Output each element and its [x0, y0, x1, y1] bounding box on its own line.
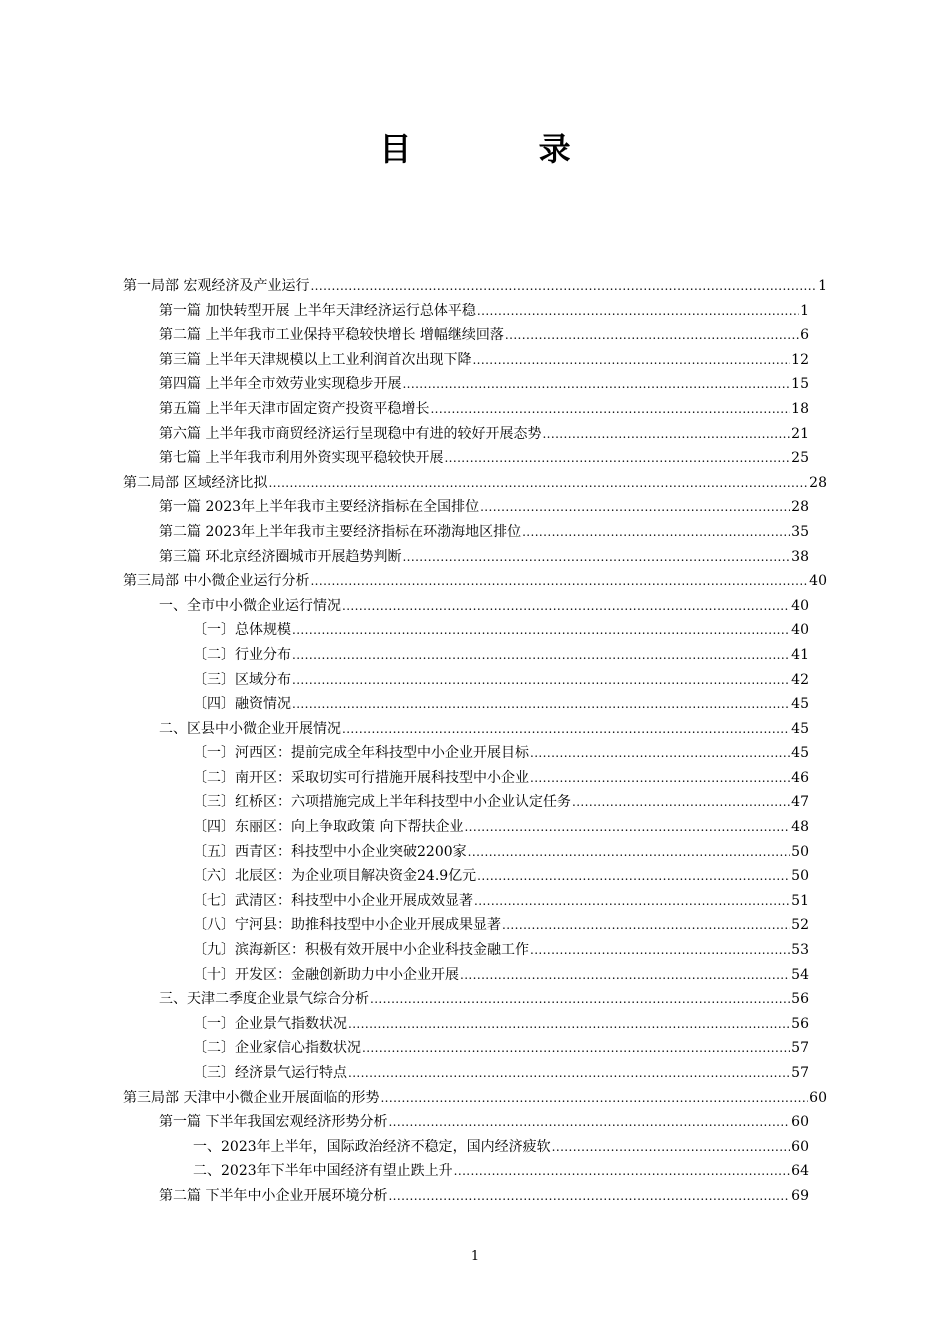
- toc-entry[interactable]: [123, 547, 809, 572]
- toc-dot-leader: [370, 989, 790, 1009]
- toc-entry-label: 第五篇 上半年天津市固定资产投资平稳增长: [159, 400, 430, 417]
- toc-entry-page: 50: [791, 868, 809, 885]
- toc-dot-leader: [292, 620, 790, 640]
- toc-entry-page: 1: [800, 302, 809, 319]
- toc-entry[interactable]: [123, 522, 809, 547]
- toc-entry-page: 64: [791, 1163, 809, 1180]
- toc-dot-leader: [310, 276, 817, 296]
- toc-entry-label: 〔一〕河西区：提前完成全年科技型中小企业开展目标: [193, 745, 529, 762]
- toc-entry-label: 〔一〕企业景气指数状况: [193, 1015, 347, 1032]
- toc-entry-page: 56: [791, 991, 809, 1008]
- toc-entry-label: 〔六〕北辰区：为企业项目解决资金24.9亿元: [193, 868, 477, 885]
- page-number: 1: [470, 1249, 480, 1264]
- toc-entry-page: 54: [791, 966, 809, 983]
- toc-dot-leader: [362, 1038, 790, 1058]
- toc-entry-label: 第一局部 宏观经济及产业运行: [123, 278, 310, 294]
- toc-dot-leader: [348, 1063, 790, 1083]
- toc-entry[interactable]: [123, 596, 809, 621]
- toc-dot-leader: [522, 522, 790, 542]
- toc-entry-label: 第一篇 下半年我国宏观经济形势分析: [159, 1114, 388, 1131]
- toc-entry-page: 53: [791, 942, 809, 959]
- toc-dot-leader: [464, 817, 790, 837]
- toc-entry-page: 46: [791, 769, 809, 786]
- toc-entry[interactable]: [123, 497, 809, 522]
- toc-entry[interactable]: [123, 350, 809, 375]
- toc-entry[interactable]: [123, 325, 809, 350]
- toc-dot-leader: [430, 399, 790, 419]
- toc-entry[interactable]: [123, 1038, 809, 1063]
- toc-dot-leader: [552, 1137, 791, 1157]
- toc-dot-leader: [572, 792, 790, 812]
- toc-entry-label: 〔一〕总体规模: [193, 622, 291, 639]
- toc-entry-label: 第二篇 2023年上半年我市主要经济指标在环渤海地区排位: [159, 523, 522, 540]
- toc-dot-leader: [292, 670, 790, 690]
- toc-entry-page: 15: [791, 376, 809, 393]
- toc-entry[interactable]: [123, 276, 827, 301]
- toc-entry[interactable]: [123, 1186, 809, 1211]
- toc-entry-label: 第六篇 上半年我市商贸经济运行呈现稳中有进的较好开展态势: [159, 425, 542, 442]
- toc-entry-label: 〔二〕行业分布: [193, 646, 291, 663]
- toc-entry[interactable]: [123, 1161, 809, 1186]
- toc-dot-leader: [402, 374, 790, 394]
- toc-entry-label: 第三篇 环北京经济圈城市开展趋势判断: [159, 548, 402, 565]
- toc-dot-leader: [530, 940, 790, 960]
- toc-entry-label: 〔七〕武清区：科技型中小企业开展成效显著: [193, 892, 473, 909]
- toc-entry-label: 一、全市中小微企业运行情况: [159, 597, 341, 614]
- toc-dot-leader: [292, 645, 790, 665]
- toc-entry-label: 第七篇 上半年我市利用外资实现平稳较快开展: [159, 450, 444, 467]
- table-of-contents: [123, 276, 827, 1211]
- toc-entry[interactable]: [123, 645, 809, 670]
- toc-entry-page: 38: [791, 548, 809, 565]
- toc-entry-page: 25: [791, 450, 809, 467]
- toc-entry-label: 〔四〕东丽区：向上争取政策 向下帮扶企业: [193, 819, 464, 836]
- toc-dot-leader: [460, 965, 790, 985]
- toc-entry[interactable]: [123, 424, 809, 449]
- toc-entry-page: 50: [791, 843, 809, 860]
- toc-entry[interactable]: [123, 842, 809, 867]
- toc-entry-label: 第一篇 加快转型开展 上半年天津经济运行总体平稳: [159, 302, 476, 319]
- toc-entry[interactable]: [123, 399, 809, 424]
- toc-entry[interactable]: [123, 940, 809, 965]
- toc-entry-label: 〔三〕经济景气运行特点: [193, 1065, 347, 1081]
- toc-dot-leader: [388, 1186, 790, 1206]
- toc-entry-label: 第三篇 上半年天津规模以上工业利润首次出现下降: [159, 351, 472, 368]
- toc-dot-leader: [502, 915, 790, 935]
- toc-entry[interactable]: [123, 743, 809, 768]
- toc-dot-leader: [474, 891, 790, 911]
- toc-entry[interactable]: [123, 1137, 809, 1162]
- toc-entry[interactable]: [123, 989, 809, 1014]
- toc-title: 目 录: [379, 130, 629, 168]
- toc-entry-page: 35: [791, 523, 809, 540]
- toc-entry-page: 40: [791, 622, 809, 639]
- toc-entry[interactable]: [123, 915, 809, 940]
- toc-entry-label: 〔十〕开发区：金融创新助力中小企业开展: [193, 966, 459, 983]
- toc-entry[interactable]: [123, 891, 809, 916]
- toc-entry-page: 57: [791, 1040, 809, 1057]
- toc-entry[interactable]: [123, 473, 827, 498]
- toc-entry-label: 二、区县中小微企业开展情况: [159, 720, 341, 737]
- toc-entry-label: 一、2023年上半年，国际政治经济不稳定，国内经济疲软: [193, 1138, 551, 1155]
- toc-dot-leader: [444, 448, 790, 468]
- toc-entry-label: 〔五〕西青区：科技型中小企业突破2200家: [193, 843, 467, 860]
- toc-entry[interactable]: [123, 694, 809, 719]
- toc-dot-leader: [530, 768, 790, 788]
- toc-entry-page: 45: [791, 745, 809, 762]
- toc-entry-label: 〔四〕融资情况: [193, 696, 291, 713]
- toc-entry[interactable]: [123, 571, 827, 596]
- toc-entry-label: 第二篇 下半年中小企业开展环境分析: [159, 1187, 388, 1204]
- toc-entry[interactable]: [123, 670, 809, 695]
- toc-entry-page: 47: [791, 794, 809, 811]
- toc-entry-label: 第三局部 天津中小微企业开展面临的形势: [123, 1089, 380, 1106]
- toc-dot-leader: [348, 1014, 790, 1034]
- toc-entry[interactable]: [123, 817, 809, 842]
- toc-dot-leader: [310, 571, 808, 591]
- toc-entry[interactable]: [123, 301, 809, 326]
- toc-entry-page: 60: [791, 1138, 809, 1155]
- toc-dot-leader: [388, 1112, 790, 1132]
- toc-entry[interactable]: [123, 965, 809, 990]
- toc-dot-leader: [342, 596, 790, 616]
- toc-dot-leader: [505, 325, 799, 345]
- toc-entry[interactable]: [123, 792, 809, 817]
- toc-entry-page: 6: [800, 327, 809, 344]
- toc-entry-page: 56: [791, 1015, 809, 1032]
- toc-entry-page: 40: [791, 597, 809, 614]
- toc-entry[interactable]: [123, 1088, 827, 1113]
- toc-entry-page: 45: [791, 720, 809, 737]
- toc-entry-page: 28: [791, 499, 809, 516]
- toc-entry[interactable]: [123, 866, 809, 891]
- toc-entry-page: 18: [791, 400, 809, 417]
- toc-entry-page: 45: [791, 696, 809, 713]
- toc-entry-label: 〔八〕宁河县：助推科技型中小企业开展成果显著: [193, 917, 501, 934]
- toc-entry-page: 57: [791, 1065, 809, 1081]
- toc-entry-page: 52: [791, 917, 809, 934]
- toc-dot-leader: [268, 473, 808, 493]
- toc-entry-label: 第二局部 区域经济比拟: [123, 474, 268, 491]
- toc-entry-label: 第三局部 中小微企业运行分析: [123, 573, 310, 590]
- toc-entry-label: 〔三〕红桥区：六项措施完成上半年科技型中小企业认定任务: [193, 794, 571, 811]
- toc-dot-leader: [292, 694, 790, 714]
- toc-entry-page: 42: [791, 671, 809, 688]
- toc-dot-leader: [542, 424, 790, 444]
- toc-dot-leader: [402, 547, 790, 567]
- toc-entry-page: 41: [791, 646, 809, 663]
- toc-dot-leader: [454, 1161, 791, 1181]
- toc-entry-page: 69: [791, 1187, 809, 1204]
- toc-entry[interactable]: [123, 448, 809, 473]
- toc-dot-leader: [380, 1088, 808, 1108]
- toc-entry-label: 〔二〕企业家信心指数状况: [193, 1040, 361, 1057]
- toc-dot-leader: [472, 350, 790, 370]
- toc-entry-label: 第四篇 上半年全市效劳业实现稳步开展: [159, 376, 402, 393]
- toc-entry-page: 60: [791, 1114, 809, 1131]
- toc-entry-label: 三、天津二季度企业景气综合分析: [159, 991, 369, 1008]
- toc-dot-leader: [342, 719, 790, 739]
- toc-entry[interactable]: [123, 374, 809, 399]
- toc-entry-label: 〔九〕滨海新区：积极有效开展中小企业科技金融工作: [193, 942, 529, 959]
- toc-entry-label: 第一篇 2023年上半年我市主要经济指标在全国排位: [159, 499, 480, 516]
- toc-entry[interactable]: [123, 768, 809, 793]
- toc-entry-page: 51: [791, 892, 809, 909]
- toc-entry-page: 60: [809, 1089, 827, 1106]
- toc-dot-leader: [468, 842, 791, 862]
- toc-entry-label: 二、2023年下半年中国经济有望止跌上升: [193, 1163, 453, 1180]
- toc-dot-leader: [480, 497, 790, 517]
- toc-entry[interactable]: [123, 620, 809, 645]
- toc-entry-page: 12: [791, 351, 809, 368]
- toc-entry-page: 40: [809, 573, 827, 590]
- toc-entry-label: 〔二〕南开区：采取切实可行措施开展科技型中小企业: [193, 769, 529, 786]
- toc-entry-page: 21: [791, 425, 809, 442]
- toc-dot-leader: [530, 743, 790, 763]
- toc-entry[interactable]: [123, 1014, 809, 1039]
- toc-entry-label: 〔三〕区域分布: [193, 671, 291, 688]
- toc-entry[interactable]: [123, 1063, 809, 1088]
- toc-entry-page: 28: [809, 474, 827, 491]
- toc-entry[interactable]: [123, 1112, 809, 1137]
- toc-dot-leader: [477, 866, 790, 886]
- toc-entry[interactable]: [123, 719, 809, 744]
- toc-entry-page: 1: [818, 278, 827, 294]
- toc-entry-label: 第二篇 上半年我市工业保持平稳较快增长 增幅继续回落: [159, 327, 504, 344]
- toc-dot-leader: [477, 301, 799, 321]
- toc-entry-page: 48: [791, 819, 809, 836]
